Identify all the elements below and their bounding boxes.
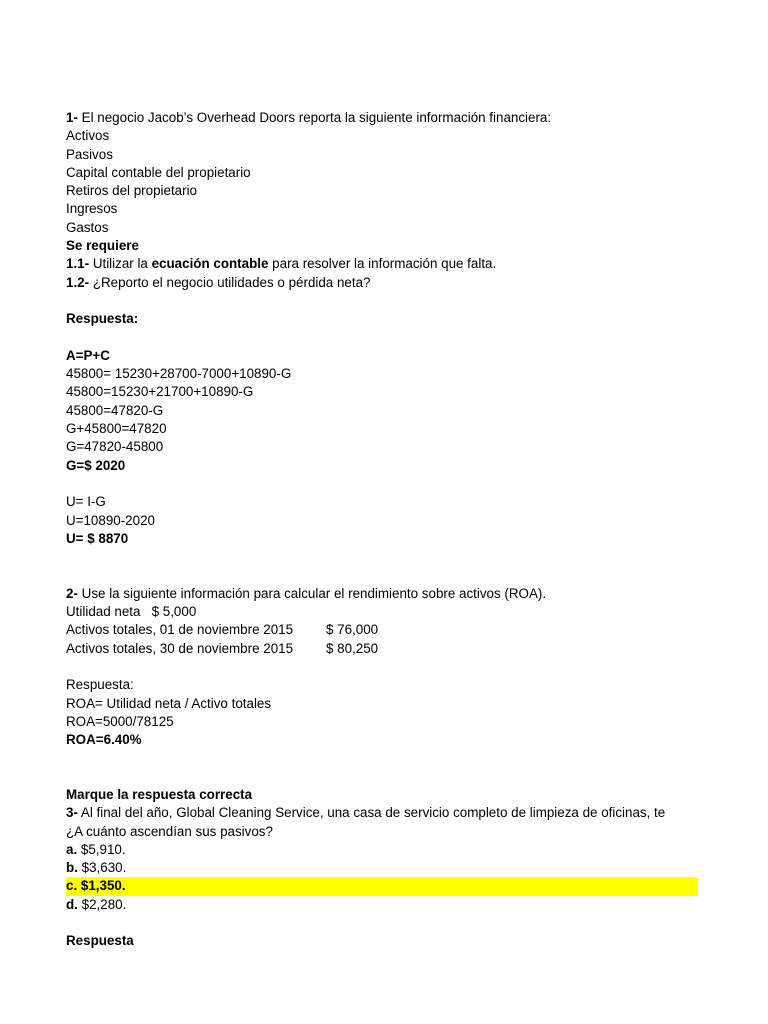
spacer xyxy=(66,566,698,584)
q1-text: El negocio Jacob’s Overhead Doors reporta la siguiente información financiera: xyxy=(81,110,552,125)
spacer xyxy=(66,658,698,676)
q1-number: 1- xyxy=(66,110,78,125)
q2-header xyxy=(66,585,698,603)
q1-equation-result: G=$ 2020 xyxy=(66,457,126,473)
document-content xyxy=(66,109,698,951)
q1-equation-line: 45800=15230+21700+10890-G xyxy=(66,384,254,400)
q2-formula: ROA= Utilidad neta / Activo totales xyxy=(66,695,272,711)
q3-answer-label: Respuesta xyxy=(66,933,134,949)
q3-option-b: b. $3,630. xyxy=(66,860,127,876)
q2-number: 2- xyxy=(66,585,78,601)
q3-question: ¿A cuánto ascendían sus pasivos? xyxy=(66,823,273,839)
q1-sub1-post: para resolver la información que falta. xyxy=(272,256,497,272)
q2-answer-label: Respuesta: xyxy=(66,677,134,693)
spacer xyxy=(66,292,698,310)
q1-equation-line: G+45800=47820 xyxy=(66,421,167,437)
q2-net-income: Utilidad neta $ 5,000 xyxy=(66,604,197,620)
q1-header xyxy=(66,109,698,127)
q3-option-c-highlighted: c. $1,350. xyxy=(66,877,698,895)
q1-item: Ingresos xyxy=(66,201,118,217)
q2-calc: ROA=5000/78125 xyxy=(66,713,174,729)
spacer xyxy=(66,548,698,566)
q1-sub1-number: 1.1- xyxy=(66,256,90,272)
q1-item: Gastos xyxy=(66,219,109,235)
q2-text: Use la siguiente información para calcular el rendimiento sobre activos (ROA). xyxy=(81,585,547,601)
q2-assets-2-value: $ 80,250 xyxy=(326,640,379,656)
q1-utility-line: U=10890-2020 xyxy=(66,512,155,528)
q3-header xyxy=(66,804,698,822)
q1-sub1 xyxy=(66,255,698,273)
q1-equation-line: 45800=47820-G xyxy=(66,402,164,418)
q1-item: Pasivos xyxy=(66,146,113,162)
q1-item: Retiros del propietario xyxy=(66,183,197,199)
spacer xyxy=(66,768,698,786)
q3-number: 3- xyxy=(66,805,78,821)
q1-sub2-text: ¿Reporto el negocio utilidades o pérdida neta? xyxy=(92,274,371,290)
q1-equation-line: G=47820-45800 xyxy=(66,439,164,455)
spacer xyxy=(66,329,698,347)
q2-assets-1-value: $ 76,000 xyxy=(326,622,379,638)
q3-option-a: a. $5,910. xyxy=(66,841,126,857)
q1-equation-line: 45800= 15230+28700-7000+10890-G xyxy=(66,366,292,382)
q1-utility-result: U= $ 8870 xyxy=(66,530,129,546)
q3-instruction: Marque la respuesta correcta xyxy=(66,786,253,802)
q1-utility-line: U= I-G xyxy=(66,494,106,510)
q1-equation-title: A=P+C xyxy=(66,347,110,363)
q1-required: Se requiere xyxy=(66,238,139,254)
spacer xyxy=(66,749,698,767)
q2-assets-row xyxy=(66,621,698,639)
q1-sub1-bold: ecuación contable xyxy=(151,256,269,272)
q2-assets-2-label: Activos totales, 30 de noviembre 2015 xyxy=(66,640,294,656)
q2-assets-1-label: Activos totales, 01 de noviembre 2015 xyxy=(66,622,294,638)
q1-sub2 xyxy=(66,274,698,292)
spacer xyxy=(66,914,698,932)
q3-option-d: d. $2,280. xyxy=(66,896,127,912)
spacer xyxy=(66,475,698,493)
q2-result: ROA=6.40% xyxy=(66,732,142,748)
q2-assets-row xyxy=(66,640,698,658)
q1-sub1-pre: Utilizar la xyxy=(92,256,148,272)
q1-answer-label: Respuesta: xyxy=(66,311,139,327)
q1-sub2-number: 1.2- xyxy=(66,274,90,290)
q3-text: Al final del año, Global Cleaning Service, una casa de servicio completo de limpieza de oficinas, te xyxy=(80,805,666,821)
q1-item: Capital contable del propietario xyxy=(66,164,251,180)
q1-item: Activos xyxy=(66,128,110,144)
